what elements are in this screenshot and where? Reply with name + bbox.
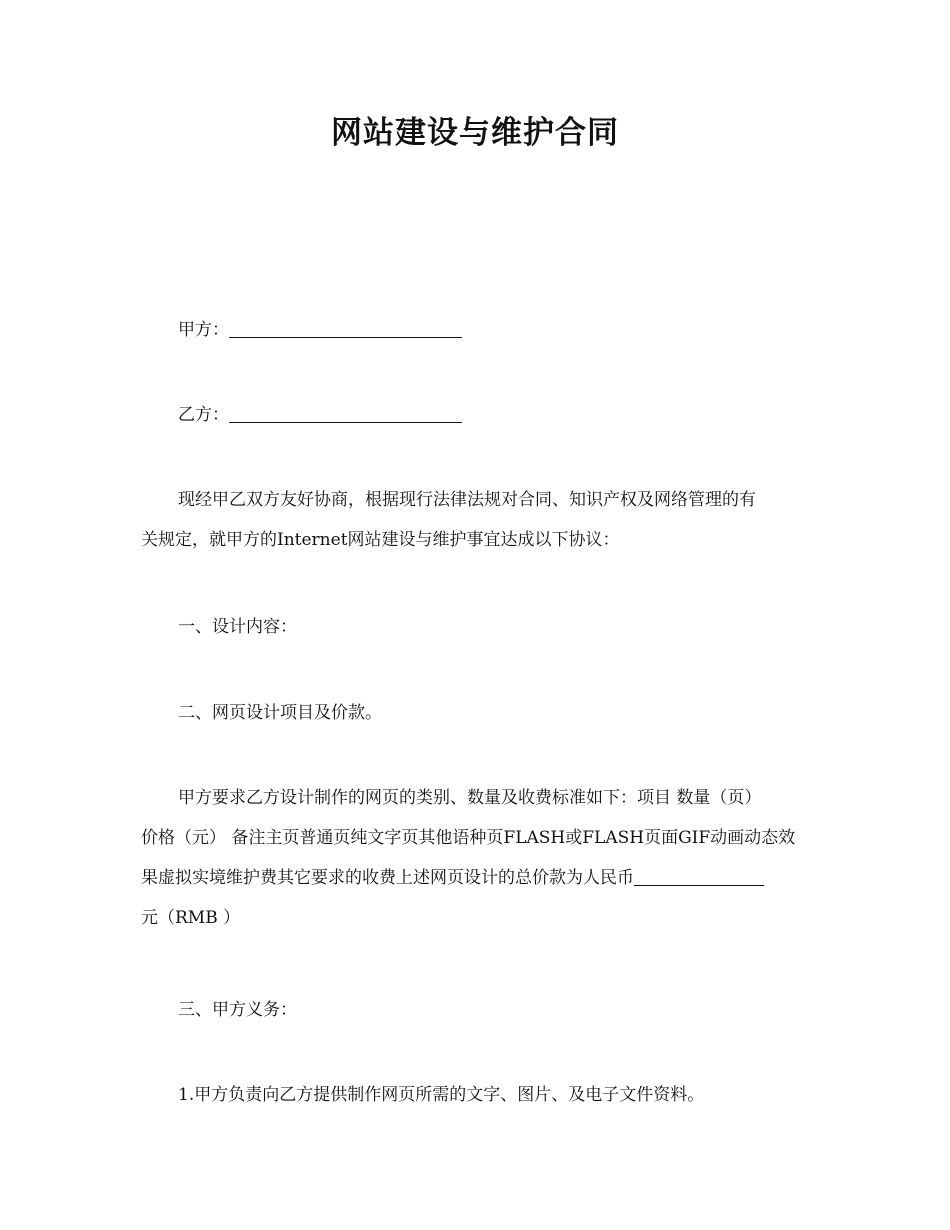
pricing-line-1: 甲方要求乙方设计制作的网页的类别、数量及收费标准如下：项目 数量（页） bbox=[178, 788, 762, 808]
party-a-label: 甲方： bbox=[178, 320, 229, 340]
party-a-row bbox=[178, 318, 462, 342]
total-price-blank[interactable] bbox=[634, 869, 764, 886]
party-a-blank[interactable] bbox=[229, 321, 462, 338]
section-1-heading: 一、设计内容： bbox=[178, 617, 297, 637]
party-b-row bbox=[178, 403, 462, 427]
pricing-paragraph bbox=[141, 778, 814, 938]
pricing-line-2: 价格（元） 备注主页普通页纯文字页其他语种页FLASH或FLASH页面GIF动画动态效 bbox=[141, 828, 796, 848]
pricing-line-3 bbox=[104, 858, 814, 898]
section-2-heading: 二、网页设计项目及价款。 bbox=[178, 703, 382, 723]
pricing-line-3-text: 果虚拟实境维护费其它要求的收费上述网页设计的总价款为人民币 bbox=[141, 868, 634, 888]
pricing-line-4: 元（RMB ） bbox=[141, 908, 241, 928]
section-3-heading: 三、甲方义务： bbox=[178, 1000, 297, 1020]
intro-paragraph bbox=[141, 480, 814, 560]
party-b-label: 乙方： bbox=[178, 405, 229, 425]
intro-line-1: 现经甲乙双方友好协商，根据现行法律法规对合同、知识产权及网络管理的有 bbox=[178, 490, 756, 510]
intro-line-2: 关规定，就甲方的Internet网站建设与维护事宜达成以下协议： bbox=[141, 530, 620, 550]
document-title: 网站建设与维护合同 bbox=[331, 115, 619, 151]
duty-1-text: 1.甲方负责向乙方提供制作网页所需的文字、图片、及电子文件资料。 bbox=[178, 1085, 705, 1105]
party-b-blank[interactable] bbox=[229, 406, 462, 423]
